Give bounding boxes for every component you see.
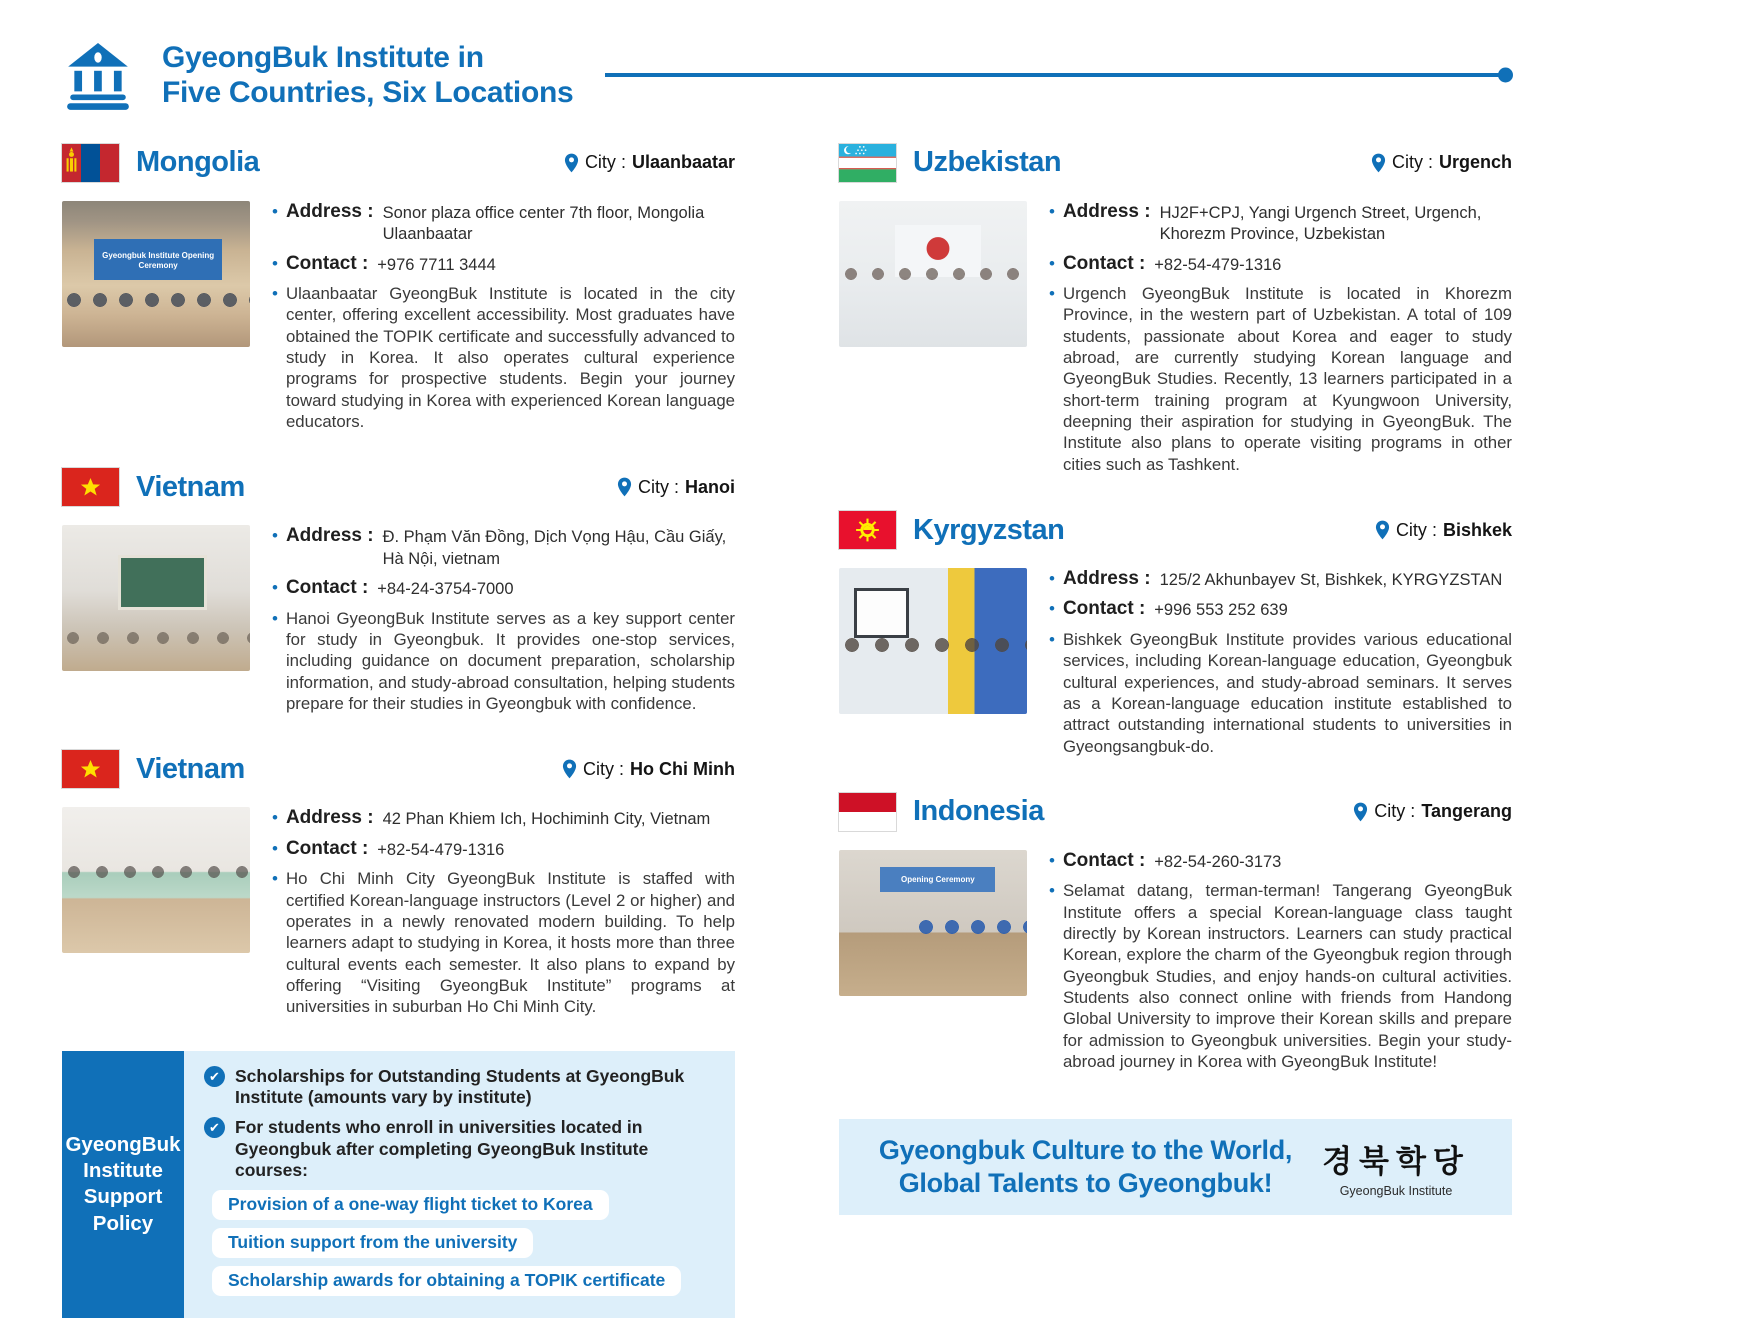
description-text: Bishkek GyeongBuk Institute provides various educational services, including Korean-language education, Gyeongbuk cultural experiences, and study-abroad seminars. It serves as a Korean-language education institute established to attract outstanding international students to universities in Gyeongsangbuk-do. <box>1062 629 1512 756</box>
photo-banner-label: Gyeongbuk Institute Opening Ceremony <box>94 239 222 280</box>
section-photo <box>62 525 250 671</box>
country-name: Vietnam <box>136 470 245 503</box>
contact-value: +996 553 252 639 <box>1154 601 1288 620</box>
city-value: Ulaanbaatar <box>631 152 735 173</box>
section-photo <box>839 568 1027 714</box>
location-pin-icon <box>1371 153 1386 173</box>
page-header <box>62 0 1512 111</box>
country-name: Vietnam <box>136 752 245 785</box>
section-uzbekistan <box>839 141 1512 482</box>
address-row <box>272 201 735 246</box>
slogan-text: Gyeongbuk Culture to the World, Global Talents to Gyeongbuk! <box>878 1135 1293 1199</box>
contact-label: Contact : <box>1062 598 1146 620</box>
address-row <box>1049 568 1512 591</box>
bullet-dot: • <box>1049 599 1055 619</box>
country-header <box>839 508 1512 552</box>
description-row <box>1049 629 1512 757</box>
benefit-pill: Scholarship awards for obtaining a TOPIK certificate <box>212 1266 681 1296</box>
city-indicator <box>1371 152 1512 173</box>
section-vietnam-hochiminh <box>62 747 735 1024</box>
bullet-dot: • <box>1049 201 1055 221</box>
address-row <box>1049 201 1512 246</box>
location-pin-icon <box>562 759 577 779</box>
country-header <box>62 141 735 185</box>
location-pin-icon <box>617 477 632 497</box>
country-header <box>839 790 1512 834</box>
country-header <box>62 747 735 791</box>
left-column <box>62 141 735 1318</box>
bullet-dot: • <box>272 284 278 304</box>
benefit-pill: Tuition support from the university <box>212 1228 533 1258</box>
location-pin-icon <box>564 153 579 173</box>
vietnam-flag-icon <box>62 750 119 788</box>
bullet-dot: • <box>272 253 278 273</box>
country-name: Mongolia <box>136 146 260 179</box>
address-label: Address : <box>285 525 374 547</box>
city-indicator <box>1353 801 1512 822</box>
bullet-dot: • <box>1049 850 1055 870</box>
city-label: City : <box>1374 801 1416 822</box>
contact-value: +976 7711 3444 <box>377 255 496 274</box>
country-name: Kyrgyzstan <box>913 513 1065 546</box>
bullet-dot: • <box>1049 253 1055 273</box>
bullet-dot: • <box>1049 629 1055 649</box>
mongolia-flag-icon <box>62 144 119 182</box>
section-photo <box>839 201 1027 347</box>
bullet-dot: • <box>272 526 278 546</box>
institute-building-icon <box>62 42 134 108</box>
address-value: HJ2F+CPJ, Yangi Urgench Street, Urgench, Khorezm Province, Uzbekistan <box>1159 203 1482 244</box>
page-title: GyeongBuk Institute in Five Countries, Six Locations <box>162 41 574 110</box>
city-indicator <box>564 152 735 173</box>
location-pin-icon <box>1353 802 1368 822</box>
city-indicator <box>562 759 735 780</box>
bullet-dot: • <box>272 201 278 221</box>
photo-banner-label: Opening Ceremony <box>880 867 995 892</box>
country-name: Uzbekistan <box>913 146 1062 179</box>
contact-row <box>1049 253 1512 276</box>
city-indicator <box>1375 520 1512 541</box>
contact-value: +82-54-479-1316 <box>377 840 505 859</box>
section-indonesia <box>839 790 1512 1079</box>
contact-value: +84-24-3754-7000 <box>377 580 514 599</box>
address-value: Sonor plaza office center 7th floor, Mongolia Ulaanbaatar <box>382 203 705 244</box>
contact-row <box>1049 598 1512 621</box>
description-row <box>272 608 735 715</box>
contact-label: Contact : <box>285 577 369 599</box>
address-label: Address : <box>285 200 374 222</box>
check-icon: ✔ <box>204 1066 225 1087</box>
contact-label: Contact : <box>285 837 369 859</box>
city-label: City : <box>584 152 626 173</box>
country-name: Indonesia <box>913 795 1044 828</box>
contact-value: +82-54-479-1316 <box>1154 255 1282 274</box>
section-photo <box>839 850 1027 996</box>
address-value: 42 Phan Khiem Ich, Hochiminh City, Vietnam <box>382 810 711 829</box>
indonesia-flag-icon <box>839 793 896 831</box>
contact-row <box>1049 850 1512 873</box>
city-value: Hanoi <box>684 476 735 497</box>
country-header <box>839 141 1512 185</box>
contact-label: Contact : <box>285 252 369 274</box>
bullet-dot: • <box>272 838 278 858</box>
section-mongolia <box>62 141 735 440</box>
description-text: Urgench GyeongBuk Institute is located in Khorezm Province, in the western part of Uzbekistan. A total of 109 students, passionate about Korea and eager to study abroad, are currently studying Korean language and GyeongBuk Studies. Recently, 13 learners participated in a short-term training program at Kyungwoon University, deepning their aspiration for studying in GyeongBuk. The Institute also plans to operate visiting programs in other cities such as Tashkent. <box>1062 284 1512 474</box>
support-policy-panel <box>62 1051 735 1318</box>
address-label: Address : <box>1062 568 1151 590</box>
description-row <box>272 868 735 1017</box>
address-label: Address : <box>285 807 374 829</box>
city-value: Bishkek <box>1442 519 1512 540</box>
check-icon: ✔ <box>204 1117 225 1138</box>
section-photo <box>62 201 250 347</box>
support-policy-item: ✔ Scholarships for Outstanding Students at GyeongBuk Institute (amounts vary by institute) <box>204 1066 717 1109</box>
city-indicator <box>617 477 735 498</box>
address-value: 125/2 Akhunbayev St, Bishkek, KYRGYZSTAN <box>1159 571 1503 590</box>
address-value: Đ. Phạm Văn Đồng, Dịch Vọng Hậu, Cầu Giấy, Hà Nội, vietnam <box>382 528 727 568</box>
bullet-dot: • <box>272 808 278 828</box>
bullet-dot: • <box>1049 569 1055 589</box>
description-text: Selamat datang, terman-terman! Tangerang GyeongBuk Institute offers a special Korean-language class taught directly by Korean instructors. Learners can study practical Korean, explore the charm of the Gyeongbuk region through Gyeongbuk Studies, and enjoy hands-on cultural activities. Students also connect online with friends from Handong Global University to improve their Korean skills and prepare for admission to Gyeongbuk universities. Begin your study-abroad journey in Korea with GyeongBuk Institute! <box>1062 881 1512 1071</box>
city-value: Ho Chi Minh <box>630 758 735 779</box>
support-policy-item: ✔ For students who enroll in universities located in Gyeongbuk after completing GyeongBuk Institute courses: <box>204 1117 717 1181</box>
uzbekistan-flag-icon <box>839 144 896 182</box>
contact-value: +82-54-260-3173 <box>1154 852 1282 871</box>
bullet-dot: • <box>1049 881 1055 901</box>
contact-label: Contact : <box>1062 849 1146 871</box>
city-label: City : <box>583 758 625 779</box>
section-photo <box>62 807 250 953</box>
bullet-dot: • <box>1049 284 1055 304</box>
kyrgyzstan-flag-icon <box>839 511 896 549</box>
contact-row <box>272 253 735 276</box>
support-policy-body <box>184 1051 735 1318</box>
two-column-layout <box>62 141 1512 1318</box>
contact-row <box>272 577 735 600</box>
benefit-pill: Provision of a one-way flight ticket to Korea <box>212 1190 609 1220</box>
city-value: Tangerang <box>1421 801 1512 822</box>
location-pin-icon <box>1375 520 1390 540</box>
city-value: Urgench <box>1438 152 1512 173</box>
city-label: City : <box>637 476 679 497</box>
bullet-dot: • <box>272 869 278 889</box>
contact-label: Contact : <box>1062 252 1146 274</box>
right-column <box>839 141 1512 1318</box>
address-label: Address : <box>1062 200 1151 222</box>
description-row <box>1049 283 1512 475</box>
description-text: Ho Chi Minh City GyeongBuk Institute is staffed with certified Korean-language instructors (Level 2 or higher) and operates in a newly renovated modern building. To help learners adapt to studying in Korea, it hosts more than three cultural events each semester. It also plans to expand by offering “Visiting GyeongBuk Institute” programs at universities in suburban Ho Chi Minh City. <box>285 869 735 1017</box>
description-row <box>272 283 735 432</box>
section-vietnam-hanoi <box>62 465 735 721</box>
address-row <box>272 807 735 830</box>
header-rule <box>605 73 1512 77</box>
city-label: City : <box>1395 519 1437 540</box>
description-text: Ulaanbaatar GyeongBuk Institute is located in the city center, offering excellent accessibility. Most graduates have obtained the TOPIK certificate and successfully advanced to study in Korea. It also operates cultural experience programs for prospective students. Begin your journey toward studying in Korea with experienced Korean language educators. <box>285 284 735 432</box>
vietnam-flag-icon <box>62 468 119 506</box>
country-header <box>62 465 735 509</box>
address-row <box>272 525 735 570</box>
description-row <box>1049 880 1512 1072</box>
bullet-dot: • <box>272 608 278 628</box>
support-policy-title: GyeongBuk Institute Support Policy <box>62 1051 184 1318</box>
city-label: City : <box>1391 152 1433 173</box>
description-text: Hanoi GyeongBuk Institute serves as a key support center for study in Gyeongbuk. It provides one-stop services, including guidance on document preparation, scholarship information, and study-abroad consultation, helping students prepare for their studies in Gyeongbuk with confidence. <box>285 608 735 714</box>
gyeongbuk-institute-logo: 경북학당 GyeongBuk Institute <box>1322 1144 1470 1199</box>
bullet-dot: • <box>272 578 278 598</box>
section-kyrgyzstan <box>839 508 1512 764</box>
slogan-banner <box>839 1119 1512 1215</box>
contact-row <box>272 838 735 861</box>
